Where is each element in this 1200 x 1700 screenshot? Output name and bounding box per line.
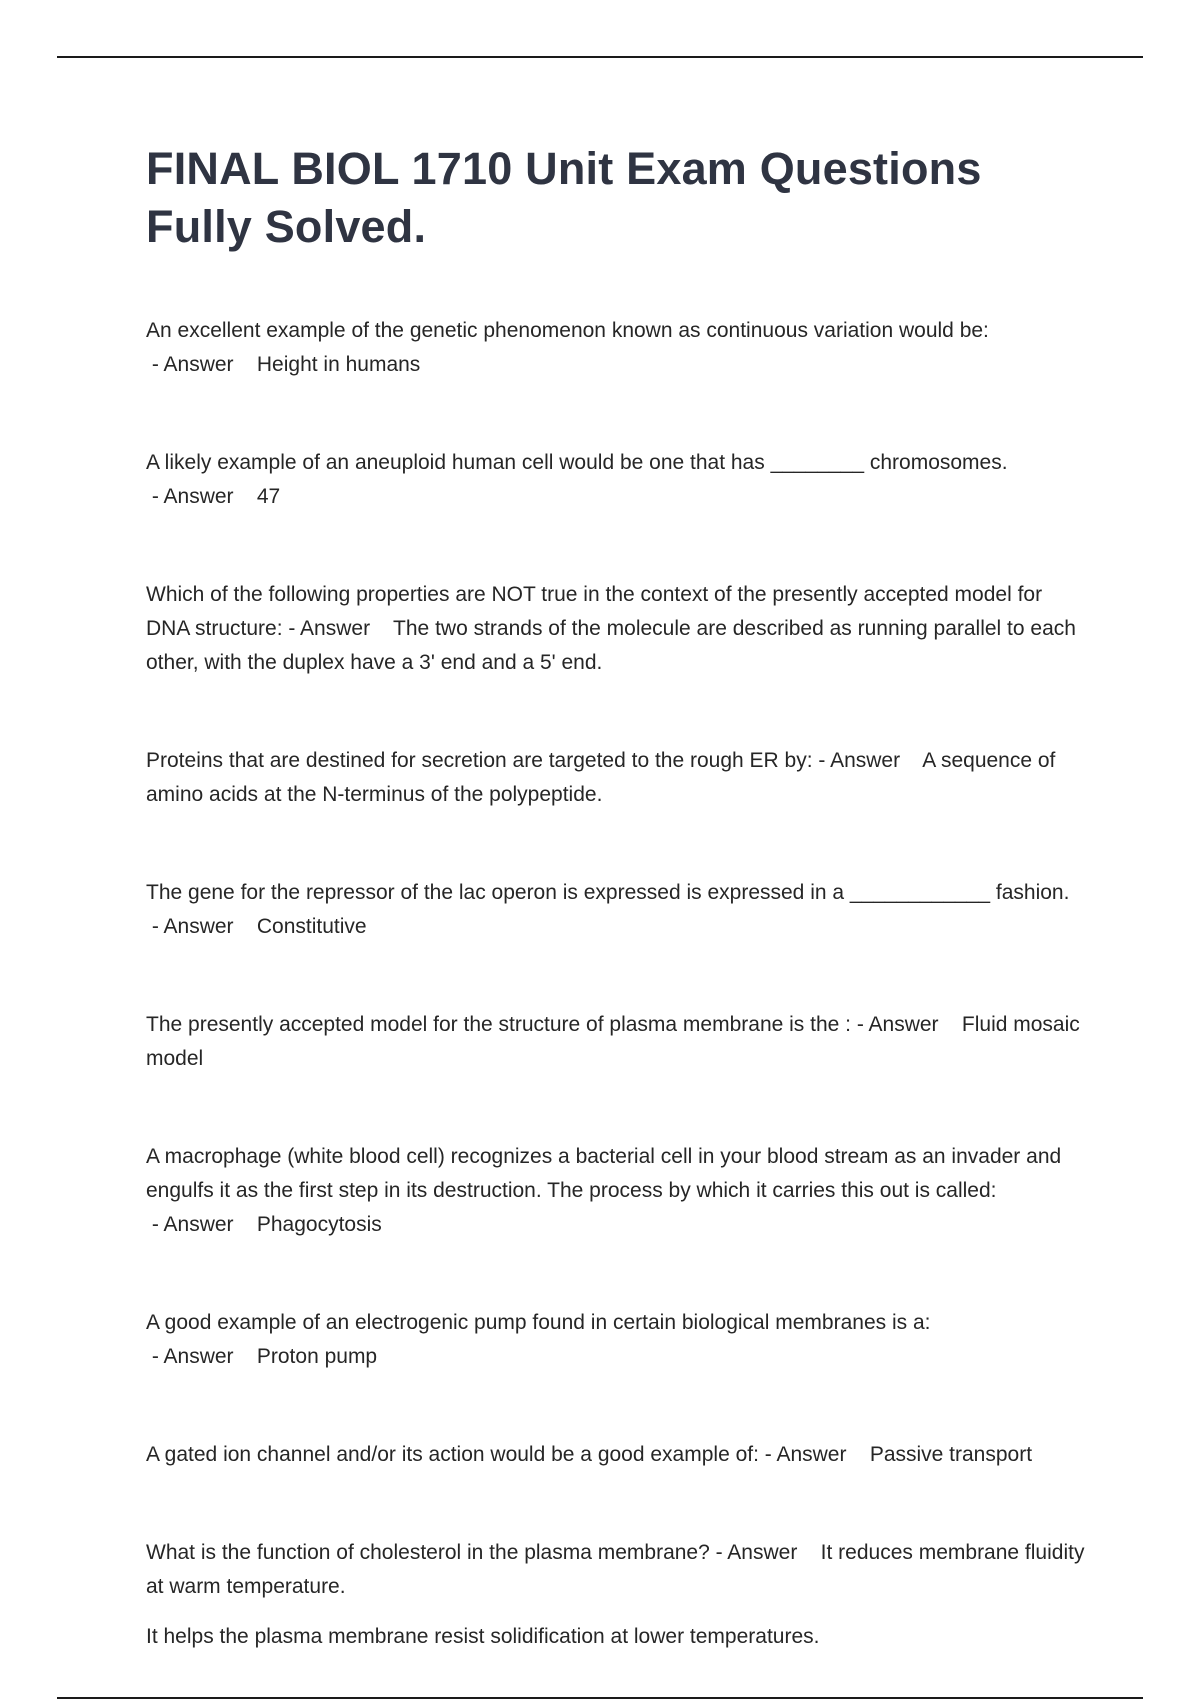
qa-item: [146, 876, 1090, 944]
question-text: A likely example of an aneuploid human cell would be one that has ________ chromosomes.: [146, 451, 1008, 474]
answer-text: A sequence of amino acids at the N-terminus of the polypeptide.: [146, 749, 1056, 806]
answer-separator: - Answer: [758, 1443, 870, 1466]
answer-text: Proton pump: [256, 1345, 378, 1368]
page-title: FINAL BIOL 1710 Unit Exam Questions Fully Solved.: [146, 143, 982, 252]
answer-text: Phagocytosis: [256, 1213, 382, 1236]
question-text: The gene for the repressor of the lac operon is expressed is expressed in a ____________ fashion.: [146, 881, 1070, 904]
answer-separator: - Answer: [146, 485, 257, 508]
question-text: Which of the following properties are NOT true in the context of the presently accepted model for DNA structure:: [146, 583, 1043, 640]
qa-item: [146, 1438, 1090, 1472]
answer-text: Fluid mosaic model: [146, 1013, 1080, 1070]
answer-text: Passive transport: [869, 1443, 1033, 1466]
bottom-rule: [57, 1697, 1143, 1699]
answer-text: The two strands of the molecule are described as running parallel to each other, with the duplex have a 3' end and a 5' end.: [146, 617, 1076, 674]
document-body: [146, 140, 1090, 1654]
answer-separator: - Answer: [851, 1013, 962, 1036]
qa-item: [146, 314, 1090, 382]
question-text: An excellent example of the genetic phenomenon known as continuous variation would be:: [146, 319, 989, 342]
answer-text: 47: [256, 485, 281, 508]
answer-separator: - Answer: [812, 749, 923, 772]
qa-item: [146, 1008, 1090, 1076]
answer-separator: - Answer: [146, 1213, 257, 1236]
question-text: A macrophage (white blood cell) recognizes a bacterial cell in your blood stream as an invader and engulfs it as the first step in its destruction. The process by which it carries this out is called:: [146, 1145, 1062, 1202]
answer-text: Height in humans: [256, 353, 421, 376]
qa-item: [146, 578, 1090, 680]
qa-item: [146, 446, 1090, 514]
qa-list: [146, 314, 1090, 1654]
question-text: What is the function of cholesterol in the plasma membrane?: [146, 1541, 710, 1564]
question-text: A gated ion channel and/or its action would be a good example of:: [146, 1443, 759, 1466]
answer-separator: - Answer: [282, 617, 394, 640]
answer-separator: - Answer: [146, 353, 257, 376]
answer-separator: - Answer: [146, 915, 257, 938]
answer-separator: - Answer: [146, 1345, 257, 1368]
qa-item: [146, 1140, 1090, 1242]
answer-separator: - Answer: [709, 1541, 821, 1564]
answer-text: Constitutive: [256, 915, 367, 938]
qa-item: [146, 1306, 1090, 1374]
question-text: Proteins that are destined for secretion are targeted to the rough ER by:: [146, 749, 813, 772]
question-text: A good example of an electrogenic pump found in certain biological membranes is a:: [146, 1311, 931, 1334]
answer-text: It reduces membrane fluidity at warm temperature.: [146, 1541, 1085, 1598]
answer-continuation: It helps the plasma membrane resist solidification at lower temperatures.: [146, 1625, 820, 1648]
qa-item: [146, 1536, 1090, 1604]
question-text: The presently accepted model for the structure of plasma membrane is the :: [146, 1013, 852, 1036]
top-rule: [57, 56, 1143, 58]
qa-item: [146, 744, 1090, 812]
